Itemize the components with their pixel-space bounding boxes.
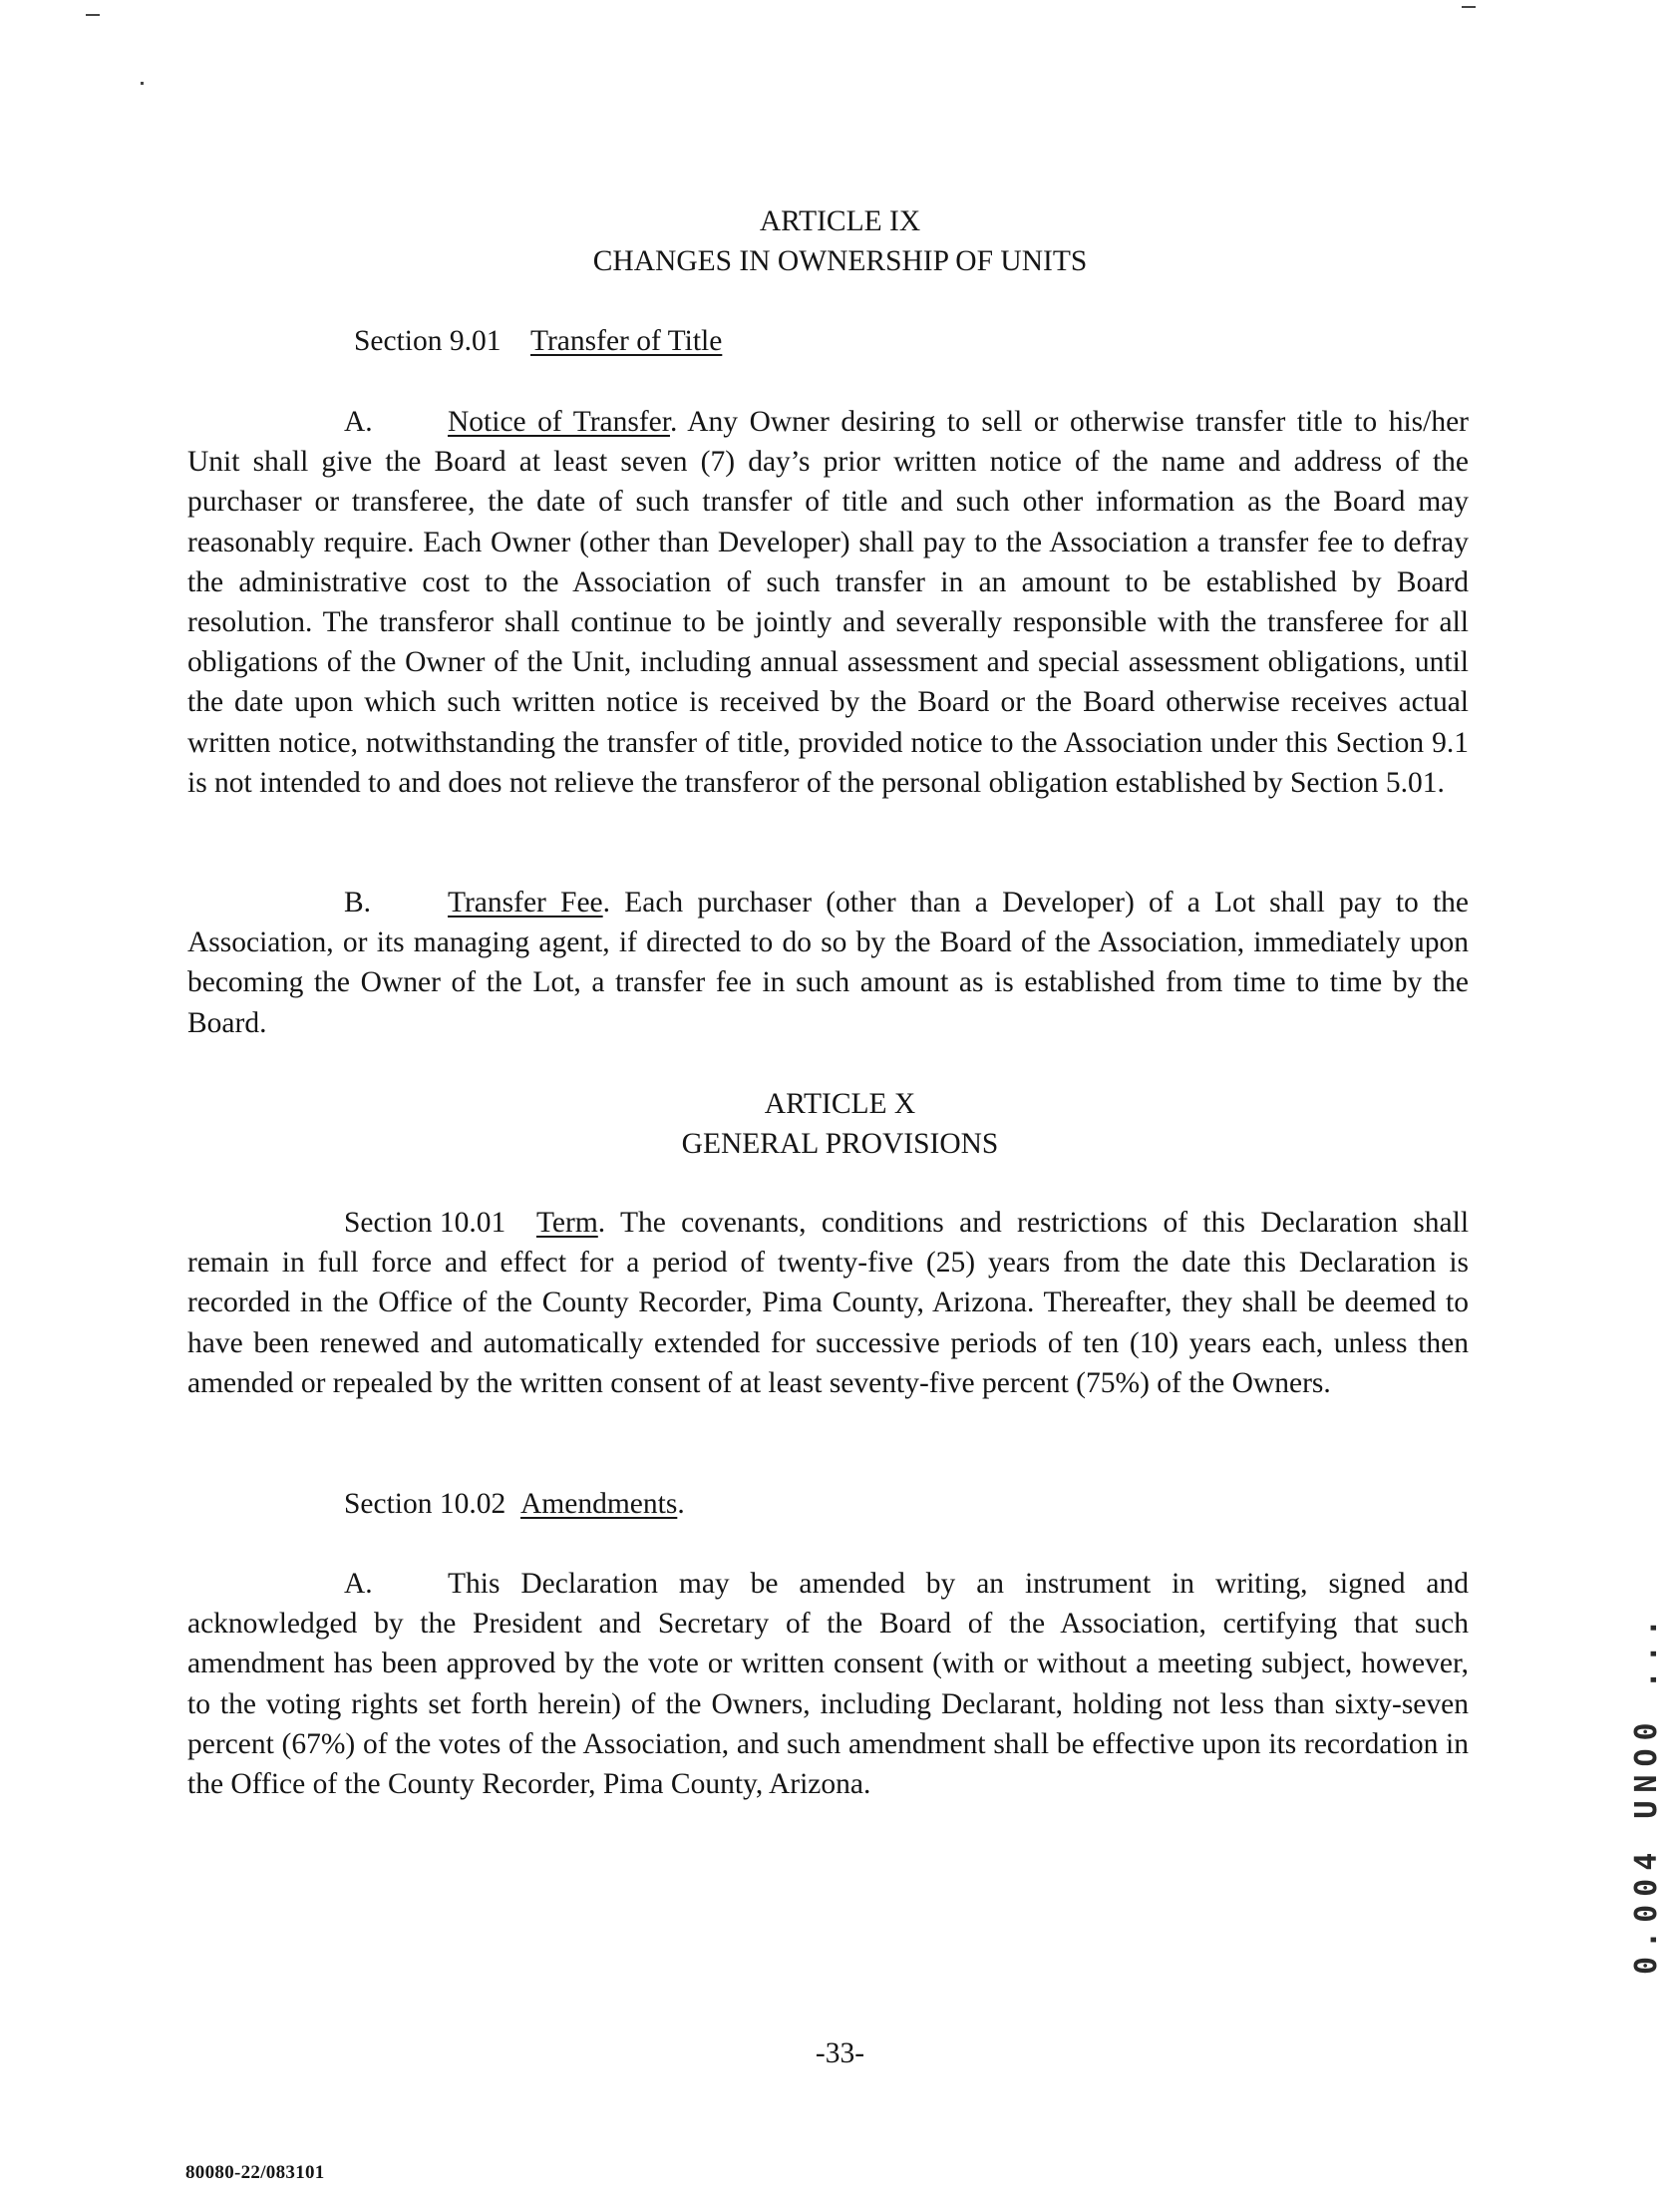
article-ix-title: ARTICLE IX bbox=[759, 205, 921, 237]
article-x-title: ARTICLE X bbox=[764, 1088, 916, 1120]
scan-speck bbox=[86, 14, 100, 16]
article-ix-subtitle: CHANGES IN OWNERSHIP OF UNITS bbox=[592, 245, 1088, 277]
paragraph-notice-of-transfer bbox=[187, 402, 1469, 803]
article-x-subtitle: GENERAL PROVISIONS bbox=[681, 1128, 999, 1160]
section-label: Section 10.02 bbox=[344, 1488, 506, 1520]
section-10-02-heading bbox=[344, 1484, 685, 1524]
scan-speck bbox=[141, 82, 144, 85]
paragraph-heading: Transfer Fee bbox=[448, 887, 603, 918]
paragraph-transfer-fee bbox=[187, 883, 1469, 1043]
section-title: Transfer of Title bbox=[530, 325, 723, 357]
section-label: Section 9.01 bbox=[354, 325, 502, 357]
section-label: Section 10.01 bbox=[344, 1207, 506, 1239]
paragraph-label: A. bbox=[344, 1568, 373, 1600]
paragraph-amendments-a bbox=[187, 1564, 1469, 1804]
section-9-01-heading bbox=[354, 321, 722, 361]
paragraph-text: This Declaration may be amended by an instrument in writing, signed and acknowledged by the President and Secretary of the Board of the Association, certifying that such amendment has been approved by the vote or written consent (with or without a meeting subject, however, to the voting rights set forth herein) of the Owners, including Declarant, holding not less than sixty-seven percent (67%) of the votes of the Association, and such amendment shall be effective upon its recordation in the Office of the County Recorder, Pima County, Arizona. bbox=[187, 1568, 1469, 1801]
paragraph-text: . Any Owner desiring to sell or otherwise transfer title to his/her Unit shall give the Board at least seven (7) day’s prior written notice of the name and address of the purchaser or transferee, the date of such transfer of title and such other information as the Board may reasonably require. Each Owner (other than Developer) shall pay to the Association a transfer fee to defray the administrative cost to the Association of such transfer in an amount to be established by Board resolution. The transferor shall continue to be jointly and severally responsible with the transferee for all obligations of the Owner of the Unit, including annual assessment and special assessment obligations, until the date upon which such written notice is received by the Board or the Board otherwise receives actual written notice, notwithstanding the transfer of title, provided notice to the Association under this Section 9.1 is not intended to and does not relieve the transferor of the personal obligation established by Section 5.01. bbox=[187, 406, 1469, 799]
recording-stamp bbox=[1597, 1586, 1664, 1975]
paragraph-heading: Notice of Transfer bbox=[448, 406, 670, 438]
section-title-trail: . bbox=[677, 1488, 685, 1520]
paragraph-text: . The covenants, conditions and restrictions of this Declaration shall remain in full force and effect for a period of twenty-five (25) years from the date this Declaration is recorded in the Office of the County Recorder, Pima County, Arizona. Thereafter, they shall be deemed to have been renewed and automatically extended for successive periods of ten (10) years each, unless then amended or repealed by the written consent of at least seventy-five percent (75%) of the Owners. bbox=[187, 1207, 1470, 1399]
paragraph-label: B. bbox=[344, 887, 372, 918]
paragraph-label: A. bbox=[344, 406, 373, 438]
page-number: -33- bbox=[815, 2037, 865, 2069]
scan-speck bbox=[1462, 6, 1476, 8]
paragraph-section-10-01 bbox=[187, 1203, 1469, 1403]
section-title: Term bbox=[535, 1207, 598, 1239]
recording-stamp-text: 0.004 UNO0 ... bbox=[1629, 1611, 1664, 1975]
paragraph-text: . Each purchaser (other than a Developer) of a Lot shall pay to the Association, or its managing agent, if directed to do so by the Board of the Association, immediately upon becoming the Owner of the Lot, a transfer fee in such amount as is established from time to time by the Board. bbox=[187, 887, 1469, 1039]
section-title: Amendments bbox=[520, 1488, 678, 1520]
document-id: 80080-22/083101 bbox=[185, 2162, 325, 2183]
